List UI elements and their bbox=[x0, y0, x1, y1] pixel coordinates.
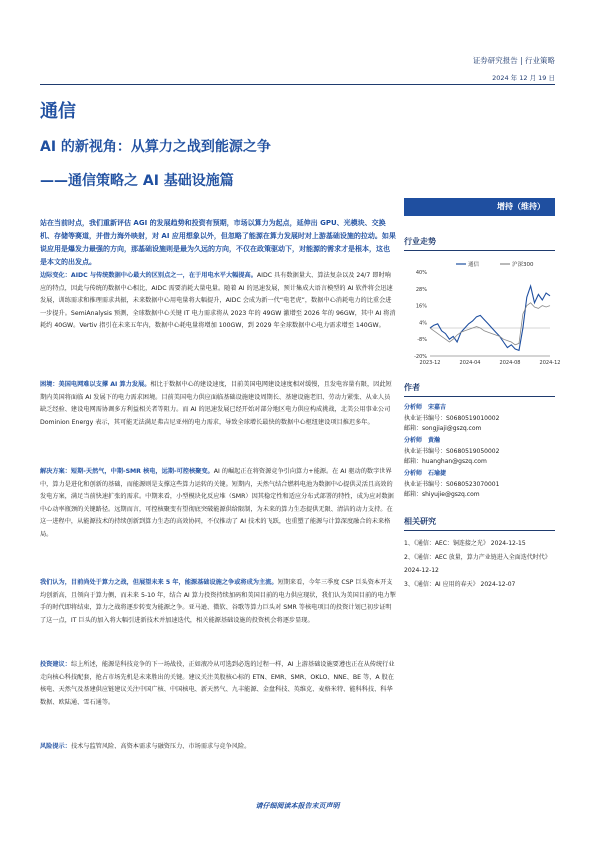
y-tick-label: -20% bbox=[414, 354, 427, 360]
section-marginal-change bbox=[40, 270, 396, 333]
x-tick-label: 2024-12 bbox=[539, 360, 561, 366]
x-tick-label: 2023-12 bbox=[419, 360, 441, 366]
authors-heading: 作者 bbox=[404, 383, 420, 392]
author-cert: 执业证书编号：S0680519010002 bbox=[404, 414, 500, 422]
industry-title: 通信 bbox=[40, 101, 76, 122]
section-text: 技术与监管风险、高资本需求与融资压力、市场需求与竞争风险。 bbox=[70, 743, 251, 750]
author-name: 石瑜捷 bbox=[428, 470, 447, 477]
x-tick-label: 2024-04 bbox=[459, 360, 481, 366]
legend-label: 沪深300 bbox=[512, 262, 534, 268]
author-email[interactable]: 邮箱：songjiaji@gszq.com bbox=[404, 425, 482, 433]
report-title: AI 的新视角：从算力之战到能源之争 bbox=[40, 139, 271, 155]
x-tick-label: 2024-08 bbox=[499, 360, 521, 366]
related-item[interactable]: 2、《通信：AEC 放量，算力产业链进入全面迭代时代》 2024-12-12 bbox=[404, 553, 551, 574]
section-keyword: 投资建议： bbox=[40, 661, 71, 668]
author-block bbox=[404, 469, 555, 501]
series-line-1 bbox=[430, 303, 550, 345]
section-text: 短期来看，今年三季度 CSP 巨头资本开支均创新高，且领向于算力侧，而未来 5-10 年，结合 AI 算力投资持续加码和美国目前的电力供应现状，我们认为美国目前的电力掣手的时代即将结束，算力之战将逐步转变为能源之争。亚马逊、微软、谷歌等算力巨头对 SMR 等核电项目的投资计划已初步证明了这一点，IT 巨头的加入将大幅引进新技术并加速迭代，相关能源基础设施的投资机会将逐步显现。 bbox=[40, 579, 396, 624]
section-text: AI 的崛起正在将资源竞争引向算力+能源。在 AI 驱动的数字世界中，算力是进化和创新的基础，而能源则是支撑这些算力运转的关键。短期内，天然气结合燃料电池为数据中心提供灵活且高效的发电方案，满足当前快速扩张的需求。中期来看，小型模块化反应堆（SMR）因其稳定性和适应分布式部署的特性，成为应对数据中心动率瓶颈的关键路径。远期而言，可控核聚变有望彻底突破能源供给限制，为未来的算力生态提供无限、清洁的动力支持。在这一进程中，从能源技术的持续创新到算力生态的高效协同，不仅推动了 AI 技术的飞跃，也重塑了能源与计算深度融合的未来格局。 bbox=[40, 468, 394, 538]
section-text: 综上所述，能源是科技竞争的下一场战役，正如液冷从可选到必选的过程一样，AI 上游基础设施要遵也正在从传统行业走向核心科技配套，抢占市场先机是未来胜出的关键。建议关注美股核心标的 ETN、EMR、SMR、OKLO、NNE、BE 等，A 股在核电、天然气及基建供应链建议关注中国广核、中国核电、新天然气、九丰能源、金盘科技、英维克、麦格米特、能科科技、科华数据、欧陆通、雪石通等。 bbox=[40, 661, 395, 706]
section-investment bbox=[40, 659, 396, 709]
authors-divider bbox=[404, 396, 555, 397]
section-text: 相比于数据中心的建设速度，目前美国电网建设速度相对缓慢，且发电容量有限，因此短期内美国将面临 AI 发展下的电力需求困境。目前美国电力供应面临基础设施建设周期长、基建设施老旧、劳动力紧张、从业人员缺乏经验、建设电网需协调多方利益相关者等阻力。而 AI 的迅速发展已经开始对部分地区电力供应构成挑战，北美公用事业公司 Dominion Energy 表示，其可能无法满足弗吉尼亚州的电力需求，导致全球增长最快的数据中心枢纽建设项目推迟多年。 bbox=[40, 381, 392, 426]
author-cert: 执业证书编号：S0680523070001 bbox=[404, 480, 500, 488]
y-tick-label: -8% bbox=[417, 337, 427, 344]
y-tick-label: 28% bbox=[415, 286, 427, 293]
author-block bbox=[404, 436, 555, 468]
trend-divider bbox=[404, 250, 555, 251]
section-keyword: 解决方案：短期-天然气，中期-SMR 核电，远期-可控核聚变。 bbox=[40, 468, 214, 475]
section-keyword: 风险提示： bbox=[40, 743, 71, 750]
section-keyword: 边际变化：AIDC 与传统数据中心最大的区别点之一，在于用电水平大幅提高。 bbox=[40, 272, 257, 279]
related-list bbox=[404, 537, 559, 591]
header-divider bbox=[40, 84, 555, 85]
author-role: 分析师 bbox=[404, 404, 423, 411]
report-date: 2024 年 12 月 19 日 bbox=[492, 74, 555, 82]
trend-heading: 行业走势 bbox=[404, 237, 436, 246]
author-email[interactable]: 邮箱：huanghan@gszq.com bbox=[404, 458, 487, 466]
industry-trend-chart bbox=[404, 258, 561, 370]
section-solution bbox=[40, 466, 396, 542]
report-category: 证券研究报告 | 行业策略 bbox=[472, 56, 555, 65]
y-tick-label: 40% bbox=[415, 270, 427, 276]
author-role: 分析师 bbox=[404, 470, 423, 477]
author-cert: 执业证书编号：S0680519050002 bbox=[404, 447, 500, 455]
y-tick-label: 4% bbox=[419, 320, 427, 327]
section-dilemma bbox=[40, 379, 396, 429]
section-risk bbox=[40, 741, 396, 754]
section-text: AIDC 具有数据量大、算法复杂以及 24/7 即时响应的特点，因此与传统的数据中心相比，AIDC 需要消耗大量电量。随着 AI 的迅速发展，预计集成大语言模型的 AI 软件将会迅速发展，训练需求和推理需求共振，未来数据中心用电量将大幅提升，AIDC 会成为新一代“电老虎”，数据中心消耗电力的比重会进一步提升。SemiAnalysis 预测，全球数据中心关键 IT 电力需求将从 2023 年的 49GW 激增至 2026 年的 96GW，其中 AI 将消耗约 40GW。Vertiv 指引在未来五年内，数据中心耗电量将增加 100GW，到 2029 年全球数据中心电力需求增至 140GW。 bbox=[40, 272, 396, 330]
section-outlook bbox=[40, 577, 396, 627]
author-role: 分析师 bbox=[404, 437, 423, 444]
author-name: 宋嘉吉 bbox=[428, 404, 447, 411]
related-divider bbox=[404, 530, 555, 531]
y-tick-label: 16% bbox=[415, 303, 427, 310]
footer-disclaimer: 请仔细阅读本报告末页声明 bbox=[255, 802, 340, 810]
legend-label: 通信 bbox=[468, 262, 480, 268]
related-item[interactable]: 3、《通信：AI 应用的春天》 2024-12-07 bbox=[404, 580, 516, 588]
author-email[interactable]: 邮箱：shiyujie@gszq.com bbox=[404, 491, 480, 499]
related-item[interactable]: 1、《通信：AEC：铜连接之光》 2024-12-15 bbox=[404, 540, 526, 547]
author-name: 黄瀚 bbox=[428, 437, 441, 444]
report-subtitle: ——通信策略之 AI 基础设施篇 bbox=[40, 173, 234, 189]
section-keyword: 困境：美国电网难以支撑 AI 算力发展。 bbox=[40, 381, 151, 388]
rating-badge: 增持（维持） bbox=[404, 198, 555, 216]
related-heading: 相关研究 bbox=[404, 517, 436, 526]
section-keyword: 我们认为，目前尚处于算力之战，但展望未来 5 年，能源基础设施之争或将成为主流。 bbox=[40, 579, 278, 586]
author-block bbox=[404, 403, 555, 435]
lead-paragraph: 站在当前时点，我们重新评估 AGI 的发展趋势和投资有预期，市场以算力为起点，延伸出 GPU、光模块、交换机、存储等赛道，并借力海外映射，对 AI 应用想象以外，但忽略了能源在算力发展时对上游基础设施的拉动。如果说应用是爆发力最强的方向，那基础设施则是最为久远的方向，不仅在政策驱动下，对能源的需求才是根本，这也是本文的出发点。 bbox=[40, 219, 396, 266]
